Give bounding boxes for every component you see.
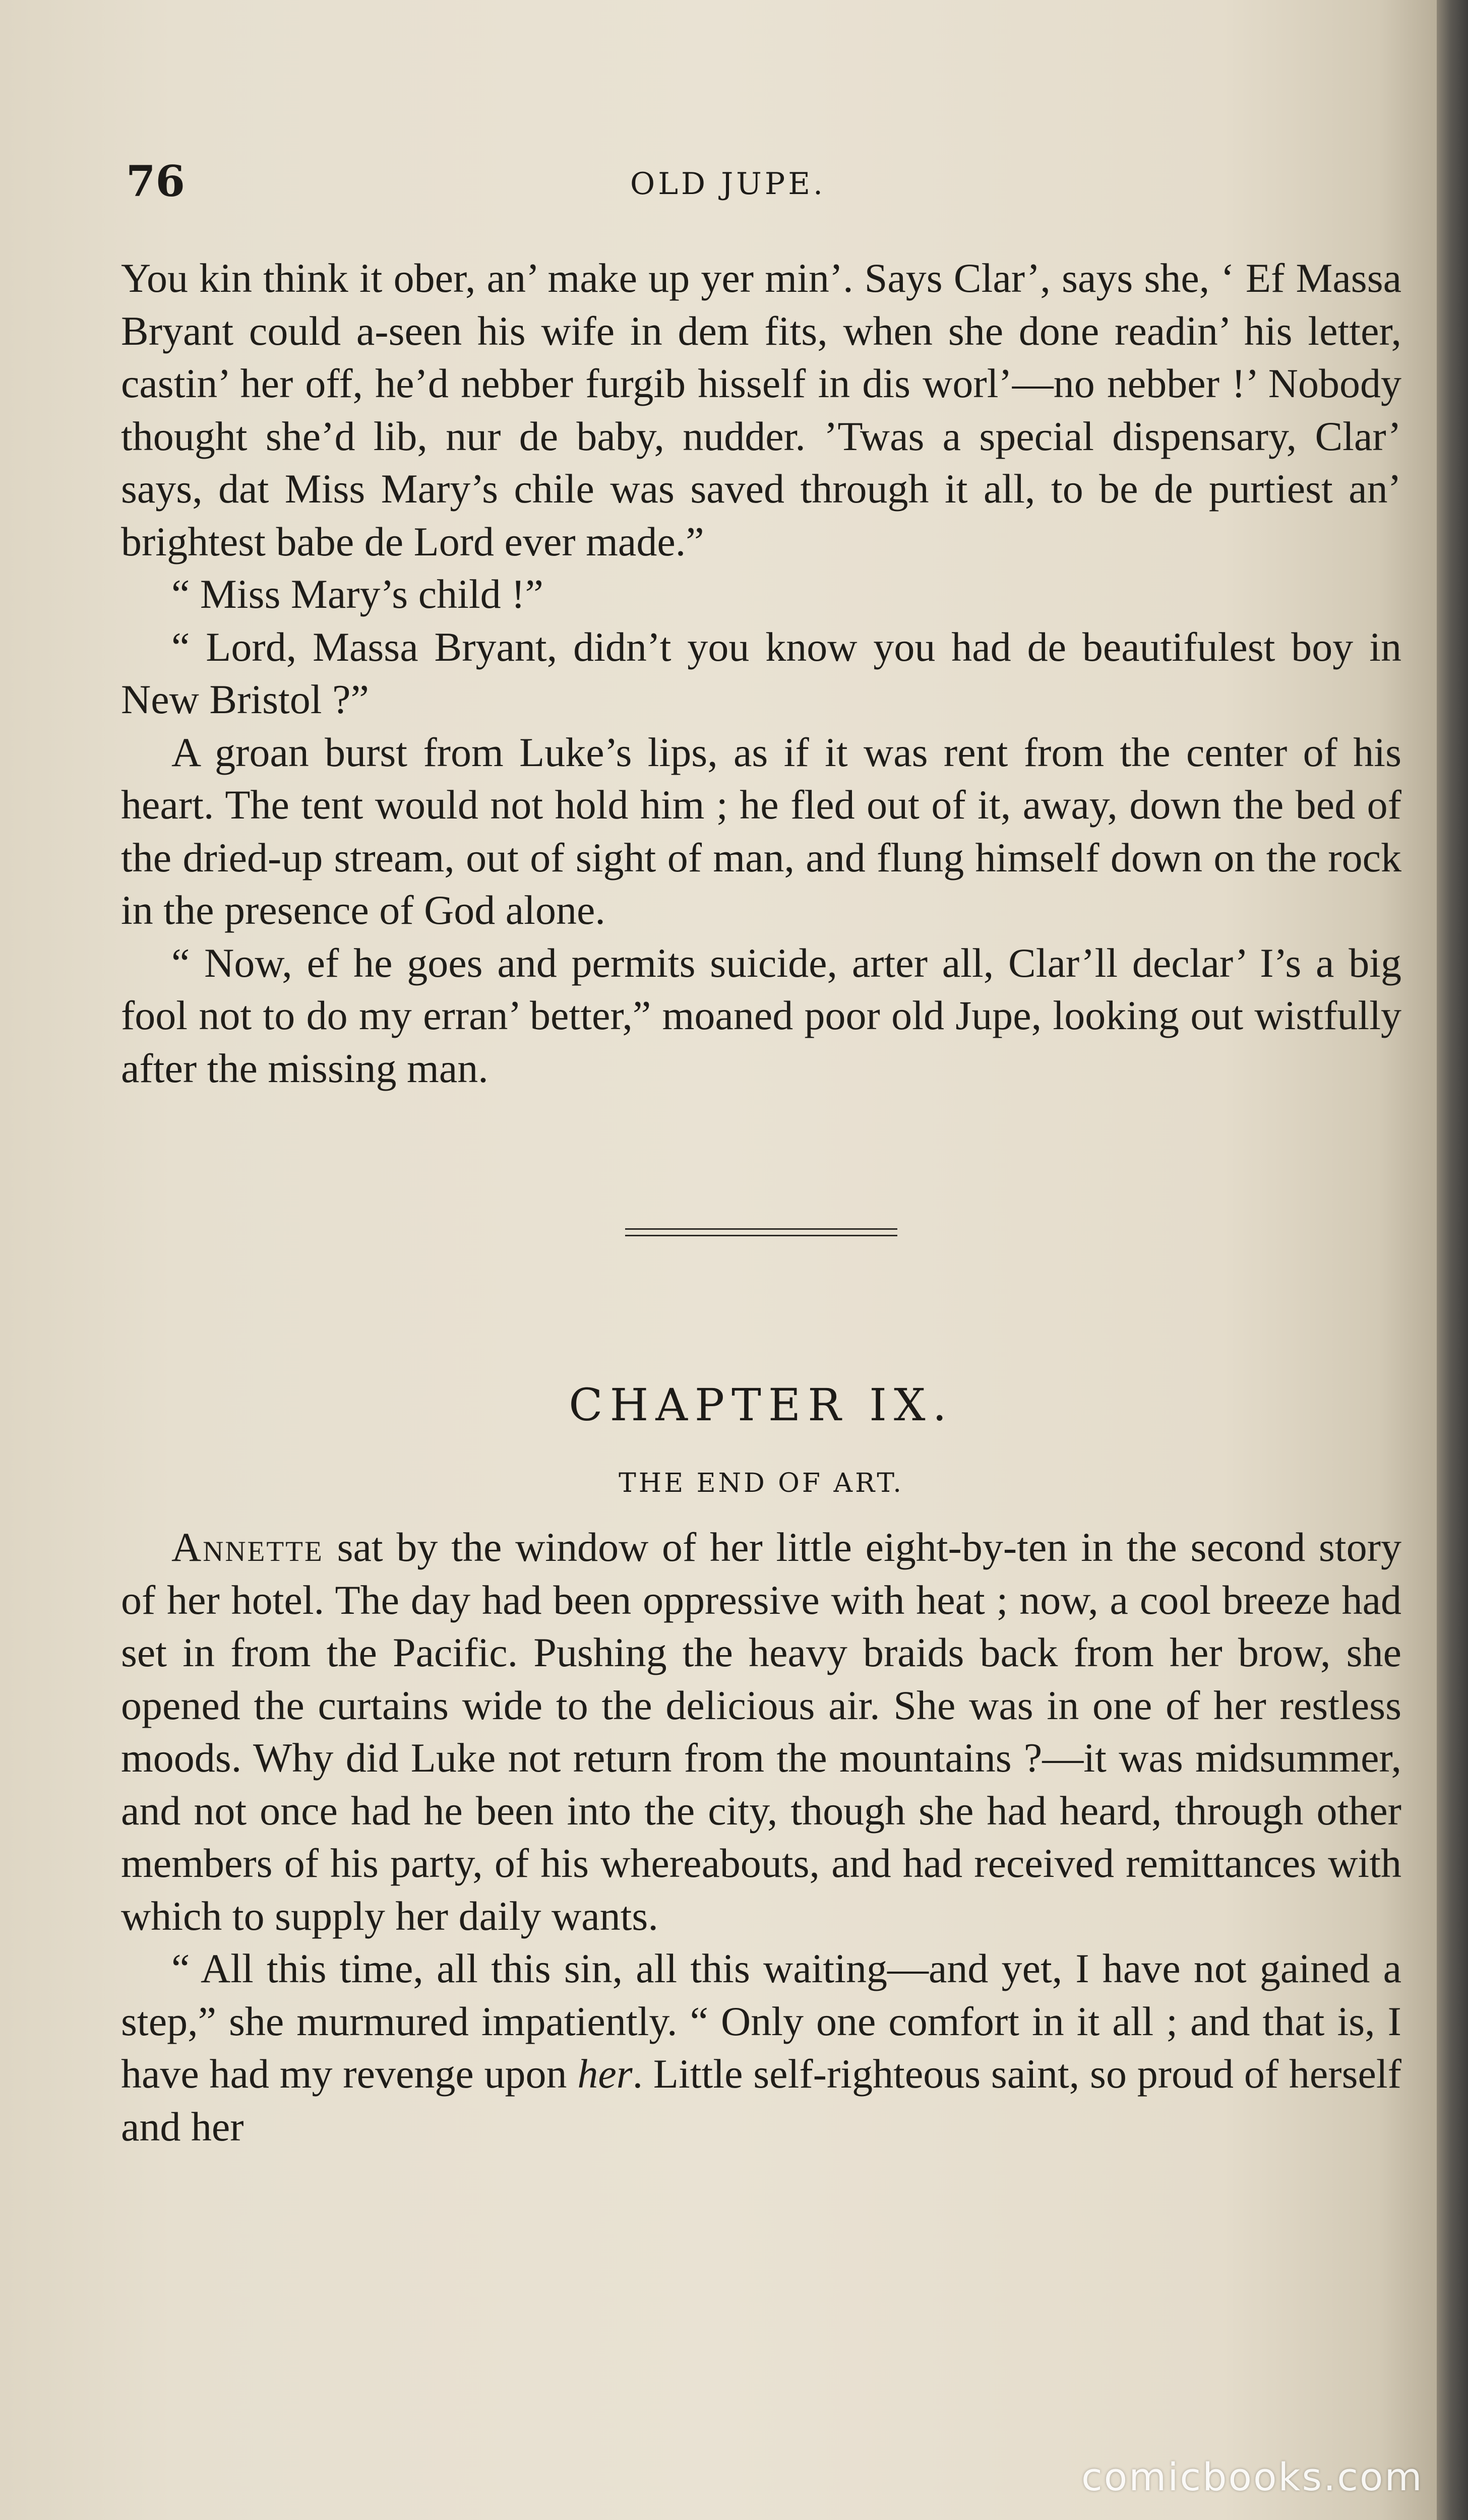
chapter-paragraph-2-after: . Little self-righteous saint, so proud of herself and her xyxy=(121,2051,1401,2150)
running-head: OLD JUPE. xyxy=(630,166,826,202)
paragraph-3: “ Lord, Massa Bryant, didn’t you know you had de beautifulest boy in New Bristol ?” xyxy=(121,623,1401,722)
chapter-paragraph-2 xyxy=(121,1942,1401,2153)
chapter-title: CHAPTER IX. xyxy=(569,1379,954,1431)
chapter-paragraph-2-before: “ All this time, all this sin, all this waiting—and yet, I have not gained a step,” she murmured impatiently. “ Only one comfort in it all ; and that is, I have had my revenge upon xyxy=(121,1945,1401,2097)
chapter-lead-word: Annette xyxy=(171,1524,324,1570)
chapter-paragraph-1-text: sat by the window of her little eight-by-ten in the second story of her hotel. The day had been oppressive with heat ; now, a cool breeze had set in from the Pacific. Pushing the heavy braids back from her brow, she opened the curtains wide to the delicious air. She was in one of her restless moods. Why did Luke not return from the mountains ?—it was midsummer, and not once had he been into the city, though she had heard, through other members of his party, of his whereabouts, and had received remittances with which to supply her daily wants. xyxy=(121,1524,1401,1939)
paragraph-5: “ Now, ef he goes and permits suicide, arter all, Clar’ll declar’ I’s a big fool not to do my erran’ better,” moaned poor old Jupe, looking out wistfully after the missing man. xyxy=(121,939,1401,1091)
watermark: comicbooks.com xyxy=(1081,2454,1424,2499)
paragraph-4: A groan burst from Luke’s lips, as if it was rent from the center of his heart. The tent would not hold him ; he fled out of it, away, down the bed of the dried-up stream, out of sight of man, and flung himself down on the rock in the presence of God alone. xyxy=(121,729,1401,933)
page-header xyxy=(0,151,1437,212)
paragraph-1: You kin think it ober, an’ make up yer min’. Says Clar’, says she, ‘ Ef Massa Bryant could a-seen his wife in dem fits, when she done readin’ his letter, castin’ her off, he’d nebber furgib hisself in dis worl’—no nebber !’ Nobody thought she’d lib, nur de baby, nudder. ’Twas a special dispensary, Clar’ says, dat Miss Mary’s chile was saved through it all, to be de purtiest an’ brightest babe de Lord ever made.” xyxy=(121,255,1401,564)
page-body xyxy=(121,252,1401,2153)
paragraph-2: “ Miss Mary’s child !” xyxy=(171,571,543,617)
section-divider xyxy=(625,1228,897,1236)
chapter-paragraph-1 xyxy=(121,1521,1401,1942)
page-number: 76 xyxy=(126,156,185,206)
emphasized-word: her xyxy=(577,2051,633,2097)
page-edge-shadow xyxy=(1437,0,1468,2520)
chapter-subtitle: THE END OF ART. xyxy=(619,1468,904,1498)
